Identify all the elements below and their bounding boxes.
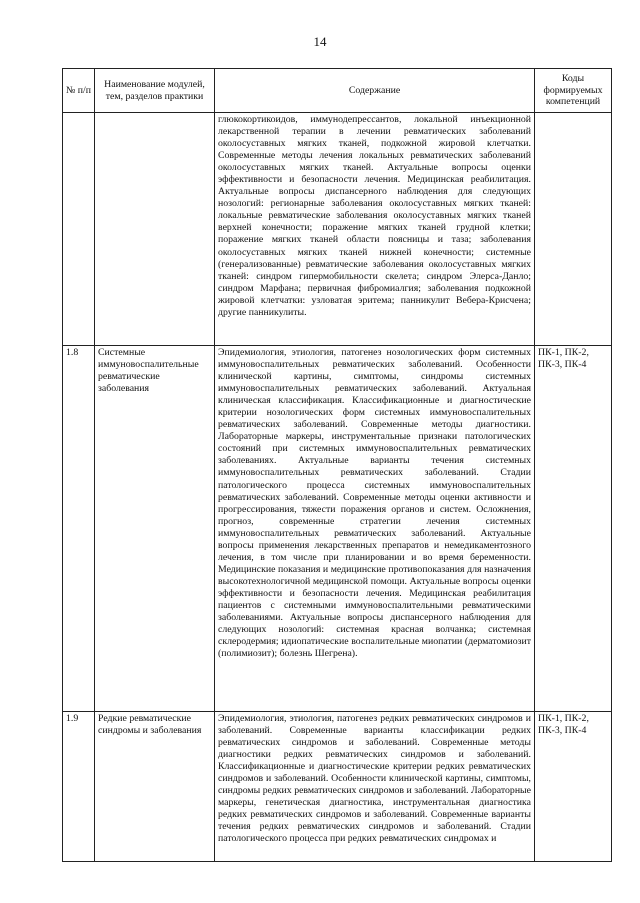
header-number: № п/п [63,69,95,113]
row-module [95,113,215,346]
row-content: Эпидемиология, этиология, патогенез редких ревматических синдромов и заболеваний. Современные варианты классификации редких ревматических синдромов и заболеваний. Современные методы диагностики редких ревматических синдромов и заболеваний. Классификационные и диагностические критерии редких ревматических синдромов и заболеваний. Особенности клинической картины, симптомы, синдромы редких ревматических синдромов и заболеваний. Лабораторные маркеры, генетическая диагностика, инструментальная диагностика редких ревматических синдромов и заболеваний. Современные варианты течения редких ревматических синдромов и заболеваний. Стадии патологического процесса при редких ревматических синдромах и [215,712,535,862]
row-content: Эпидемиология, этиология, патогенез нозологических форм системных иммуновоспалительных ревматических заболеваний. Особенности клинической картины, симптомы, синдромы системных иммуновоспалительных ревматических заболеваний. Актуальная клиническая классификация. Классификационные и диагностические критерии нозологических форм системных иммуновоспалительных ревматических заболеваний. Современные методы диагностики. Лабораторные маркеры, инструментальные признаки патологических состояний при системных иммуновоспалительных ревматических заболеваниях. Актуальные варианты течения системных иммуновоспалительных ревматических заболеваний. Стадии патологического процесса системных иммуновоспалительных ревматических заболеваний. Современные методы оценки активности и прогрессирования, тяжести поражения органов и систем. Осложнения, прогноз, современные стратегии лечения системных иммуновоспалительных ревматических заболеваний. Актуальные вопросы применения лекарственных препаратов и немедикаментозного лечения, в том числе при планировании и во время беременности. Медицинские показания и медицинские противопоказания для назначения высокотехнологичной медицинской помощи. Актуальные вопросы оценки эффективности и безопасности лечения. Медицинская реабилитация пациентов с системными иммуновоспалительными ревматическими заболеваниями. Актуальные вопросы диспансерного наблюдения для следующих нозологий: системная красная волчанка; системная склеродермия; идиопатические воспалительные миопатии (дерматомиозит (полимиозит); болезнь Шегрена). [215,346,535,712]
table-row [63,113,612,346]
table-row [63,712,612,862]
row-competencies: ПК-1, ПК-2, ПК-3, ПК-4 [535,712,612,862]
header-content: Содержание [215,69,535,113]
header-competencies: Коды формируемых компетенций [535,69,612,113]
table-row [63,346,612,712]
table-header [63,69,612,113]
row-competencies [535,113,612,346]
row-content: глюкокортикоидов, иммунодепрессантов, локальной инъекционной лекарственной терапии в лечении ревматических заболеваний околосуставных мягких тканей, подкожной жировой клетчатки. Современные методы лечения локальных ревматических заболеваний околосуставных мягких тканей. Актуальные вопросы оценки эффективности и безопасности лечения. Медицинская реабилитация. Актуальные вопросы диспансерного наблюдения для следующих нозологий: регионарные заболевания околосуставных мягких тканей: локальные ревматические заболевания околосуставных мягких тканей верхней конечности; поражение мягких тканей грудной клетки; поражение мягких тканей области поясницы и таза; заболевания околосуставных мягких тканей нижней конечности; системные (генерализованные) ревматические заболевания околосуставных мягких тканей: синдром гипермобильности скелета; синдром Элерса-Данло; синдром Марфана; первичная фибромиалгия; заболевания подкожной жировой клетчатки: узловатая эритема; панникулит Вебера-Крисчена; другие панникулиты. [215,113,535,346]
row-number: 1.8 [63,346,95,712]
row-number: 1.9 [63,712,95,862]
row-module: Системные иммуновоспалительные ревматические заболевания [95,346,215,712]
row-number [63,113,95,346]
row-module: Редкие ревматические синдромы и заболевания [95,712,215,862]
page-number: 14 [313,34,327,49]
header-module: Наименование модулей, тем, разделов практики [95,69,215,113]
curriculum-table [62,68,612,862]
row-competencies: ПК-1, ПК-2, ПК-3, ПК-4 [535,346,612,712]
